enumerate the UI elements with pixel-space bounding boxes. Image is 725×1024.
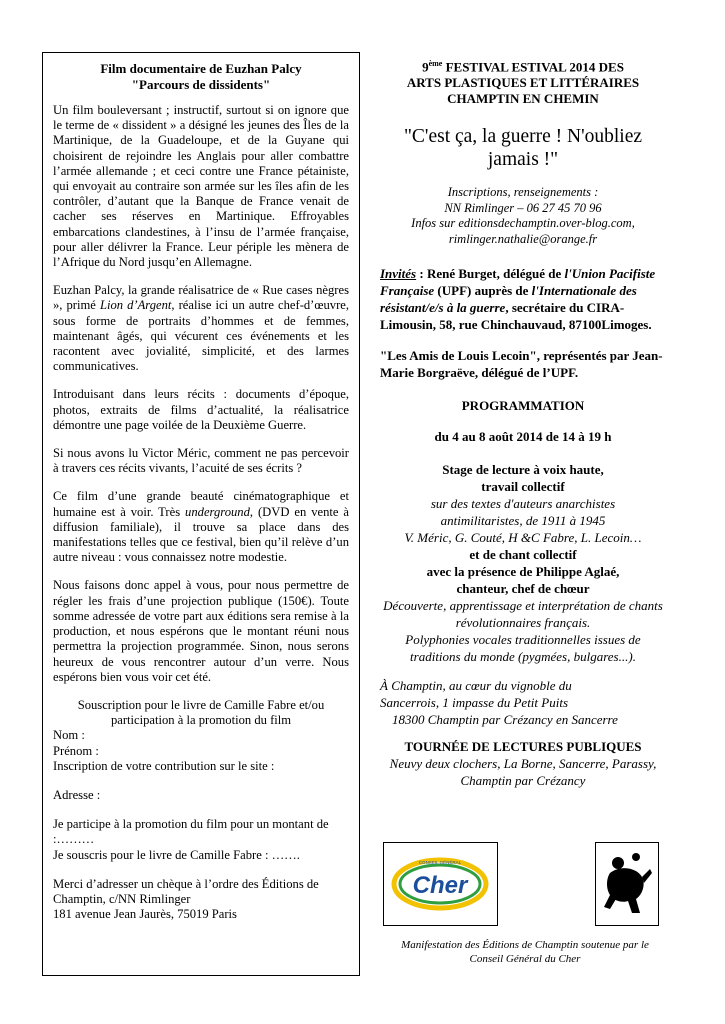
programme-dates: du 4 au 8 août 2014 de 14 à 19 h	[434, 429, 612, 445]
paragraph-recits: Introduisant dans leurs récits : documents d’époque, photos, extraits de films d’actualité, la réalisatrice démontre une page voilée de la Deuxième Guerre.	[53, 387, 349, 432]
paragraph-intro: Un film bouleversant ; instructif, surtout si on ignore que le terme de « dissident » a désigné les jeunes des Îles de la Martinique, de la Guadeloupe, et de la Guyane qui choisirent de rejoindre les Anglais pour aller combattre l’armée allemande ; et ceci contre une France pétainiste, qui envoyait au contraire son armée sur les îles afin de les contrôler, d’autant que la Banque de France venait de cacher ses réserves en Martinique. Effroyables embarcations clandestines, à l’insu de l’armée française, pour aller délivrer la France. Leur périple les mènera de l’Afrique du Nord jusqu’en Allemagne.	[53, 103, 349, 270]
form-participation: Je participe à la promotion du film pour un montant de :………	[53, 817, 329, 847]
cher-logo-text: Cher	[412, 872, 468, 899]
form-prenom: Prénom :	[53, 743, 99, 758]
form-adresse: Adresse :	[53, 787, 101, 802]
tournee-heading: TOURNÉE DE LECTURES PUBLIQUES	[404, 739, 642, 755]
paragraph-realisatrice: Euzhan Palcy, la grande réalisatrice de « Rue cases nègres », primé Lion d’Argent, réalise ici un autre chef-d’œuvre, sous forme de portraits d’hommes et de femmes, maintenant âgés, qui vécurent ces événements et les racontent avec jovialité, simplicité, et des larmes communicatives.	[53, 283, 349, 374]
festival-column	[380, 56, 666, 789]
form-inscription: Inscription de votre contribution sur le site :	[53, 758, 275, 773]
logos-row	[383, 842, 667, 926]
paragraph-beaute: Ce film d’une grande beauté cinématographique et humaine est à voir. Très underground, (DVD en vente à diffusion familiale), il trouve sa place dans des manifestations telles que ce festival, bien qu’il relève d’un autre niveau : vous connaissez notre modestie.	[53, 489, 349, 565]
paragraph-meric: Si nous avons lu Victor Méric, comment ne pas percevoir à travers ces récits vivants, l’acuité de ses écrits ?	[53, 446, 349, 476]
programme-block: Stage de lecture à voix haute, travail collectif sur des textes d'auteurs anarchistes antimilitaristes, de 1911 à 1945 V. Méric, G. Couté, H &C Fabre, L. Lecoin… et de chant collectif avec la présence de Philippe Aglaé, chanteur, chef de chœur Découverte, apprentissage et interprétation de chants révolutionnaires français. Polyphonies vocales traditionnelles issues de traditions du monde (pygmées, bulgares...).	[383, 462, 663, 665]
subscription-heading: Souscription pour le livre de Camille Fabre et/ou participation à la promotion du film	[77, 697, 325, 728]
postal-address: 181 avenue Jean Jaurès, 75019 Paris	[53, 907, 237, 922]
film-title: Film documentaire de Euzhan Palcy	[100, 61, 302, 76]
sponsor-footnote: Manifestation des Éditions de Champtin soutenue par le Conseil Général du Cher	[401, 939, 649, 965]
contact-info: Inscriptions, renseignements : NN Rimlinger – 06 27 45 70 96 Infos sur editionsdechamptin.over-blog.com, rimlinger.nathalie@orange.fr	[411, 185, 635, 246]
cheque-instructions: Merci d’adresser un chèque à l’ordre des Éditions de Champtin, c/NN Rimlinger	[53, 876, 319, 906]
champtin-logo	[595, 842, 659, 926]
tournee-places: Neuvy deux clochers, La Borne, Sancerre, Parassy, Champtin par Crézancy	[389, 756, 657, 789]
guests-paragraph: Invités : René Burget, délégué de l'Union Pacifiste Française (UPF) auprès de l'Internationale des résistant/e/s à la guerre, secrétaire du CIRA-Limousin, 58, rue Chinchauvaud, 87100Limoges.	[380, 266, 656, 333]
film-box	[42, 52, 360, 976]
paragraph-appel: Nous faisons donc appel à vous, pour nous permettre de régler les frais d’une projection publique (150€). Toute somme adressée de votre part aux éditions sera remise à la production, et nous espérons que le montant réuni nous permettra la projection programmée. Sinon, nous serons heureux de vous rencontrer autour d’un verre. Nous espérons bien vous voir cet été.	[53, 578, 349, 684]
cher-emblem-icon	[384, 843, 497, 925]
editions-champtin-emblem-icon	[596, 843, 658, 925]
festival-slogan: "C'est ça, la guerre ! N'oubliez jamais !"	[403, 126, 643, 171]
film-subtitle: "Parcours de dissidents"	[131, 77, 271, 92]
cher-logo-caption: CONSEIL GÉNÉRAL	[418, 860, 462, 865]
form-souscription: Je souscris pour le livre de Camille Fabre : …….	[53, 847, 300, 862]
venue-address: À Champtin, au cœur du vignoble du Sancerrois, 1 impasse du Petit Puits 18300 Champtin par Crézancy en Sancerre	[380, 678, 618, 728]
programmation-heading: PROGRAMMATION	[461, 398, 585, 414]
cher-logo	[383, 842, 498, 926]
form-nom: Nom :	[53, 728, 85, 743]
festival-heading: 9ème FESTIVAL ESTIVAL 2014 DES ARTS PLASTIQUES ET LITTÉRAIRES CHAMPTIN EN CHEMIN	[406, 59, 640, 107]
lecoin-paragraph: "Les Amis de Louis Lecoin", représentés par Jean-Marie Borgraëve, délégué de l’UPF.	[380, 348, 663, 381]
